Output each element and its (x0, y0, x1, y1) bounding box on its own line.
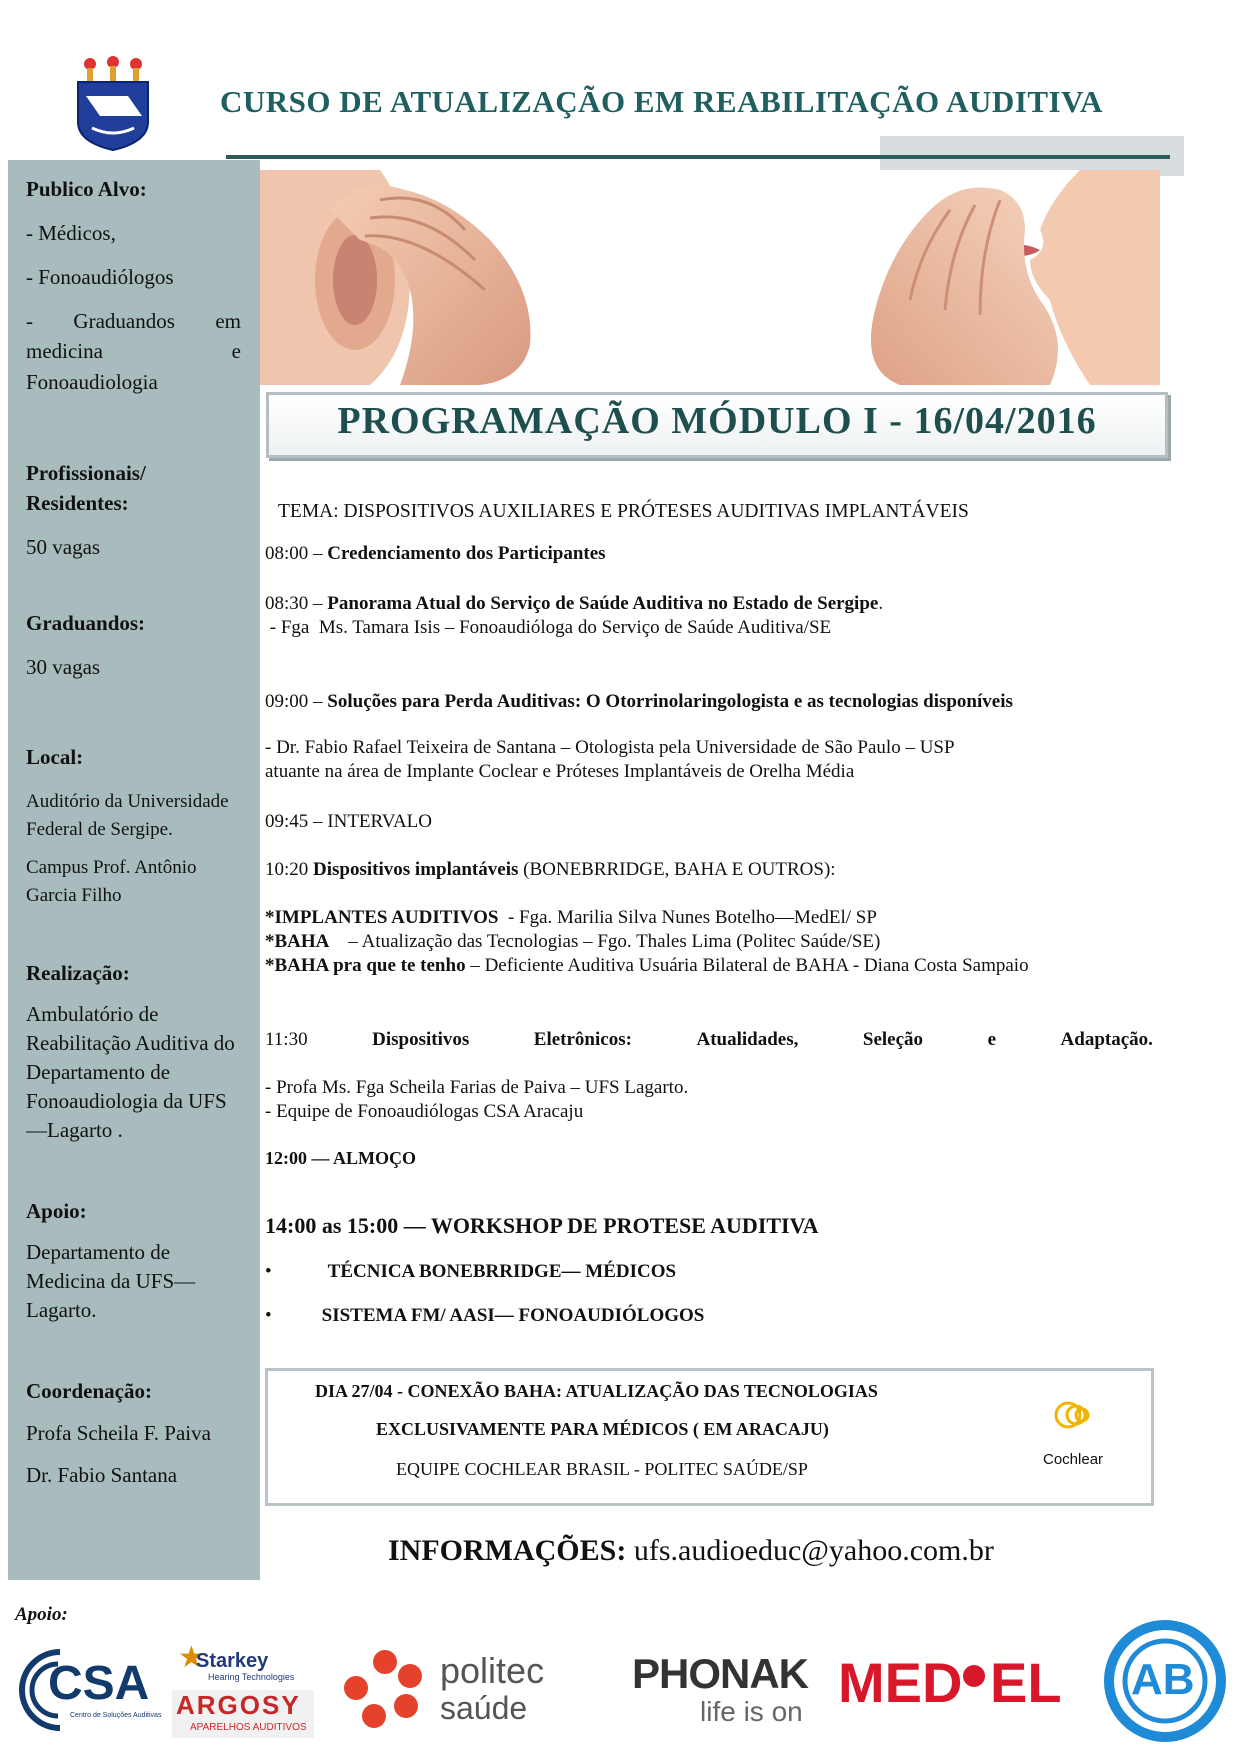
schedule-item (265, 592, 1155, 616)
speaker-name: – Deficiente Auditiva Usuária Bilateral de BAHA - Diana Costa Sampaio (465, 955, 1029, 976)
speaker-line: - Fga Ms. Tamara Isis – Fonoaudióloga do Serviço de Saúde Auditiva/SE (265, 617, 832, 638)
speaker-line (265, 906, 1155, 930)
coordenacao-heading: Coordenação: (26, 1379, 152, 1403)
phonak-logo-subtext: life is on (700, 1696, 803, 1727)
item-title: Credenciamento dos Participantes (327, 543, 606, 564)
module-title-box (266, 392, 1168, 458)
publico-item: - Fonoaudiólogos (26, 265, 174, 289)
speaker-line: atuante na área de Implante Coclear e Próteses Implantáveis de Orelha Média (265, 761, 855, 782)
graduandos-vagas: 30 vagas (26, 655, 101, 679)
item-title-word: e (987, 1029, 997, 1050)
item-time: 08:30 – (265, 593, 328, 614)
item-title: Panorama Atual do Serviço de Saúde Auditiva no Estado de Sergipe (327, 593, 879, 614)
item-title-word: Seleção (862, 1029, 924, 1050)
realizacao-text: Ambulatório de Reabilitação Auditiva do Departamento de Fonoaudiologia da UFS—Lagarto . (26, 1002, 235, 1142)
ufs-crest-logo (72, 56, 154, 152)
item-title-word: Dispositivos (372, 1029, 470, 1050)
bullet-text: SISTEMA FM/ AASI— FONOAUDIÓLOGOS (321, 1305, 705, 1326)
starkey-logo-text: Starkey (196, 1650, 269, 1672)
local-line: Campus Prof. Antônio Garcia Filho (26, 857, 197, 906)
speaker-name: - Fga. Marilia Silva Nunes Botelho—MedEl/ SP (498, 907, 877, 928)
speaker-topic: *IMPLANTES AUDITIVOS (265, 907, 499, 928)
medel-logo-text-1: MED (838, 1651, 963, 1714)
item-punct: . (878, 593, 884, 614)
argosy-logo-text: ARGOSY (176, 1690, 301, 1720)
speaker-line: - Dr. Fabio Rafael Teixeira de Santana – Otologista pela Universidade de São Paulo – USP (265, 737, 955, 758)
event-line: EQUIPE COCHLEAR BRASIL - POLITEC SAÚDE/SP (396, 1459, 808, 1479)
item-time: 09:00 – (265, 691, 328, 712)
phonak-logo-text: PHONAK (632, 1650, 809, 1697)
cochlear-logo-icon (1038, 1401, 1118, 1441)
item-title: Soluções para Perda Auditivas: O Otorrinolaringologista e as tecnologias disponíveis (327, 691, 1013, 712)
workshop-bullet (265, 1260, 1155, 1284)
item-time: 10:20 (265, 859, 314, 880)
residentes-heading: Residentes: (26, 491, 129, 515)
bullet-icon: • (265, 1261, 272, 1282)
event-line: EXCLUSIVAMENTE PARA MÉDICOS ( EM ARACAJU) (376, 1419, 829, 1439)
politec-logo-subtext: saúde (440, 1690, 528, 1726)
schedule-lunch: 12:00 — ALMOÇO (265, 1148, 416, 1168)
medel-dot-icon (963, 1665, 985, 1687)
apoio-heading: Apoio: (26, 1199, 87, 1223)
item-time: 08:00 – (265, 543, 328, 564)
speaker-line (265, 954, 1155, 978)
coordenador: Profa Scheila F. Paiva (26, 1421, 211, 1445)
item-title: Dispositivos implantáveis (313, 859, 519, 880)
workshop-title: 14:00 as 15:00 — WORKSHOP DE PROTESE AUDITIVA (265, 1213, 819, 1238)
workshop-bullet (265, 1304, 1155, 1328)
schedule-item (265, 542, 1155, 566)
starkey-logo-subtext: Hearing Technologies (208, 1672, 295, 1682)
cochlear-logo-text: Cochlear (1043, 1451, 1104, 1468)
publico-item: - Médicos, (26, 221, 116, 245)
csa-logo-subtext: Centro de Soluções Auditivas (70, 1712, 162, 1719)
bullet-text: TÉCNICA BONEBRRIDGE— MÉDICOS (327, 1261, 677, 1282)
item-title-word: Atualidades, (696, 1029, 799, 1050)
cochlear-event-box (265, 1368, 1154, 1506)
item-time: 11:30 (265, 1029, 308, 1050)
contact-info (388, 1534, 994, 1568)
ab-logo-text: AB (1131, 1655, 1195, 1704)
course-title: CURSO DE ATUALIZAÇÃO EM REABILITAÇÃO AUDITIVA (220, 84, 1103, 119)
publico-heading: Publico Alvo: (26, 177, 147, 201)
sidebar (8, 160, 260, 1580)
medel-logo-text-2: EL (990, 1651, 1062, 1714)
csa-logo-text: CSA (48, 1657, 150, 1710)
contact-email: ufs.audioeduc@yahoo.com.br (626, 1534, 994, 1567)
title-underline (226, 155, 1170, 159)
schedule-item (265, 690, 1155, 714)
speaker-line (265, 930, 1155, 954)
graduandos-heading: Graduandos: (26, 611, 146, 635)
hero-image-hands-ear (260, 170, 1160, 385)
profissionais-heading: Profissionais/ (26, 461, 146, 485)
schedule-item (265, 1028, 1153, 1052)
module-title: PROGRAMAÇÃO MÓDULO I - 16/04/2016 (337, 400, 1097, 442)
speaker-topic: *BAHA pra que te tenho (265, 955, 466, 976)
argosy-logo-subtext: APARELHOS AUDITIVOS (190, 1722, 307, 1733)
speaker-name: – Atualização das Tecnologias – Fgo. Thales Lima (Politec Saúde/SE) (329, 931, 881, 952)
speaker-topic: *BAHA (265, 931, 330, 952)
item-title-word: Eletrônicos: (533, 1029, 632, 1050)
starkey-star-icon: ★ (178, 1641, 205, 1674)
politec-flower-icon (340, 1644, 430, 1734)
program-theme: TEMA: DISPOSITIVOS AUXILIARES E PRÓTESES AUDITIVAS IMPLANTÁVEIS (278, 501, 969, 522)
schedule-item (265, 858, 1155, 882)
publico-item: - Graduandos em medicina e Fonoaudiologia (26, 309, 241, 394)
sponsors-label: Apoio: (15, 1604, 68, 1625)
profissionais-vagas: 50 vagas (26, 535, 101, 559)
item-title-word: Adaptação. (1060, 1029, 1153, 1050)
realizacao-heading: Realização: (26, 961, 130, 985)
schedule-break: 09:45 – INTERVALO (265, 811, 433, 832)
item-subtitle: (BONEBRRIDGE, BAHA E OUTROS): (518, 859, 836, 880)
bullet-icon: • (265, 1305, 272, 1326)
local-heading: Local: (26, 745, 84, 769)
contact-label: INFORMAÇÕES: (388, 1534, 627, 1567)
event-line: DIA 27/04 - CONEXÃO BAHA: ATUALIZAÇÃO DAS TECNOLOGIAS (315, 1381, 878, 1401)
politec-logo-text: politec (440, 1650, 545, 1691)
local-line: Auditório da Universidade Federal de Sergipe. (26, 791, 229, 840)
apoio-text: Departamento de Medicina da UFS—Lagarto. (26, 1240, 196, 1322)
coordenador: Dr. Fabio Santana (26, 1463, 178, 1487)
speaker-line: - Profa Ms. Fga Scheila Farias de Paiva – UFS Lagarto. (265, 1077, 689, 1098)
speaker-line: - Equipe de Fonoaudiólogas CSA Aracaju (265, 1101, 584, 1122)
